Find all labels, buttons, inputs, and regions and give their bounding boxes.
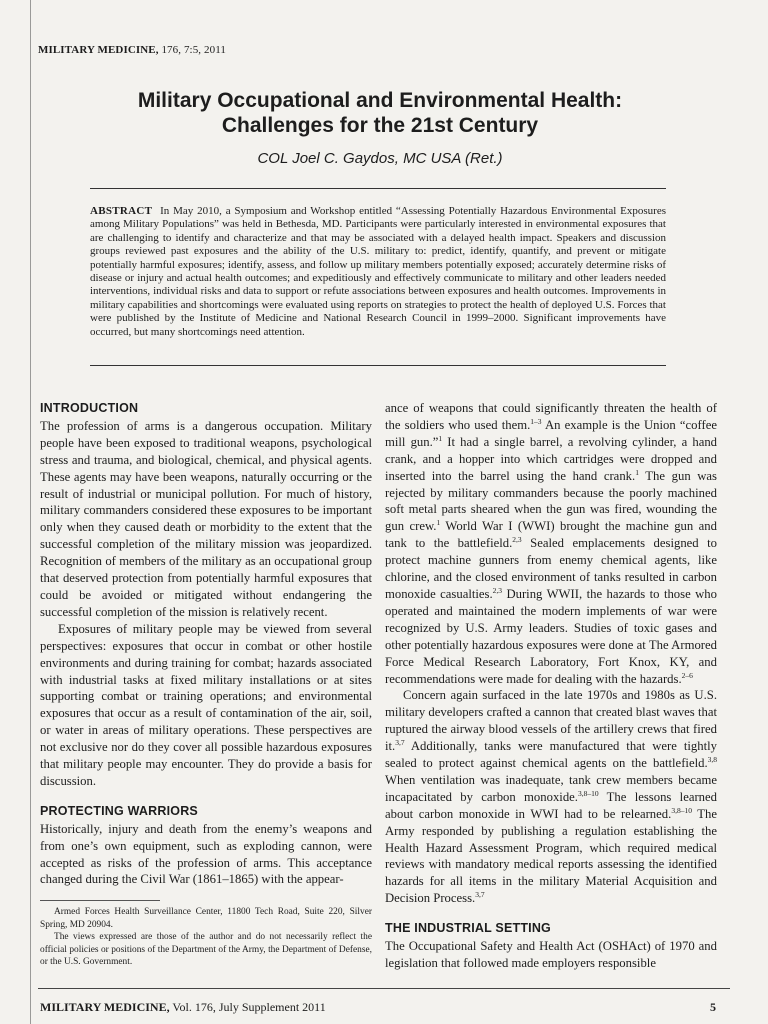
right-paragraph-2: Concern again surfaced in the late 1970s and 1980s as U.S. military developers crafted a cannon that created blast waves that ruptured the airway blood vessels of the artillery crews that fired it.$^{3,7}$ Additionally, tanks were manufactured that were tightly sealed to protect against chemical agents on the battlefield.$^{3,8}$ When ventilation was inadequate, tank crew members became incapacitated by carbon monoxide.$^{3,8-10}$ The lessons learned about carbon monoxide in WWI had to be relearned.$^{3,8-10}$ The Army responded by publishing a regulation establishing the Health Hazard Assessment Program, which required medical reviews with mandatory medical reports assessing the identified hazards for all items in the military Material Acquisition and Decision Process.$^{3,7}$ bbox=[385, 688, 717, 906]
footer-issue: Vol. 176, July Supplement 2011 bbox=[172, 1000, 326, 1014]
footnote-disclaimer: The views expressed are those of the author and do not necessarily reflect the official policies or positions of the Department of the Army, the Department of Defense, or the U.S. Government. bbox=[40, 932, 372, 968]
title-line-1: Military Occupational and Environmental Health: bbox=[137, 89, 623, 112]
footnote-affiliation: Armed Forces Health Surveillance Center, 11800 Tech Road, Suite 220, Silver Spring, MD 20904. bbox=[40, 907, 372, 930]
citation-ref: 2,3 bbox=[512, 535, 522, 545]
right-paragraph-1: ance of weapons that could significantly threaten the health of the soldiers who used them.$^{1-3}$ An example is the Union “coffee mill gun.”$^1$ It had a single barrel, a revolving cylinder, a hand crank, and a hopper into which cartridges were dropped and inserted into the barrel using the hand crank.$^1$ The gun was rejected by military commanders because the poorly machined soft metal parts sheared when the gun was fired, wounding the gun crew.$^1$ World War I (WWI) brought the machine gun and tank to the battlefield.$^{2,3}$ Sealed emplacements designed to protect machine gunners from enemy chemical agents, like chlorine, and the closed environment of tanks resulted in carbon monoxide casualties.$^{2,3}$ During WWII, the hazards to those who operated and maintained the modern implements of war were recognized by U.S. Army leaders. Studies of toxic gases and other potentially hazardous exposures were done at The Armored Force Medical Research Laboratory, Fort Knox, KY, and recommendations were made for dealing with the hazards.$^{2-6}$ bbox=[385, 401, 718, 686]
abstract bbox=[90, 205, 666, 339]
running-head bbox=[38, 44, 226, 56]
footer-rule bbox=[38, 988, 730, 989]
citation-ref: 3,7 bbox=[395, 738, 405, 748]
author-byline: COL Joel C. Gaydos, MC USA (Ret.) bbox=[257, 150, 503, 167]
citation-ref: 1 bbox=[635, 467, 639, 477]
footnotes bbox=[40, 906, 372, 969]
citation-ref: 1 bbox=[438, 433, 443, 443]
industrial-paragraph-1: The Occupational Safety and Health Act (OSHAct) of 1970 and legislation that followed made employers responsible bbox=[385, 939, 717, 970]
citation-ref: 2,3 bbox=[492, 585, 503, 595]
intro-paragraph-2: Exposures of military people may be viewed from several perspectives: exposures that occur in combat or other hostile environments and during training for combat; hazards associated with industrial tasks at fixed military installations or at sites supporting combat or training operations; and environmental exposures that occur as a result of contamination of the air, soil, or water in areas of military operations. These perspectives are not exclusive nor do they cover all possible hazardous exposures that military people may encounter. They do provide a basis for discussion. bbox=[40, 621, 372, 788]
citation-ref: 2–6 bbox=[681, 670, 693, 680]
citation-ref: 3,8–10 bbox=[671, 805, 692, 815]
citation-ref: 1–3 bbox=[530, 416, 542, 426]
abstract-label: ABSTRACT bbox=[90, 205, 153, 217]
citation-ref: 3,8–10 bbox=[577, 788, 599, 798]
running-head-journal: MILITARY MEDICINE, bbox=[38, 44, 159, 56]
footnote-rule bbox=[40, 900, 160, 901]
footer-journal: MILITARY MEDICINE, bbox=[40, 1000, 170, 1014]
abstract-top-rule bbox=[90, 188, 666, 189]
title-line-2: Challenges for the 21st Century bbox=[221, 114, 539, 137]
intro-paragraph-1: The profession of arms is a dangerous occupation. Military people have been exposed to traditional weapons, psychological stress and trauma, and biological, chemical, and physical agents. These agents may have been weapons, naturally occurring or the result of industrial or municipal pollution. For much of history, military commanders considered these exposures to be important only when they caused death or morbidity to the extent that the successful completion of the military mission was jeopardized. Recognition of members of the military as an occupational group that deserved protection from potentially harmful exposures that could be avoided or mitigated without endangering the successful completion of the mission is relatively recent. bbox=[40, 418, 372, 619]
section-heading-industrial-setting: THE INDUSTRIAL SETTING bbox=[385, 921, 551, 936]
right-column bbox=[385, 400, 717, 972]
page-footer bbox=[40, 1000, 326, 1015]
article-title bbox=[40, 88, 720, 138]
protecting-paragraph-1: Historically, injury and death from the enemy’s weapons and from one’s own equipment, such as exploding cannon, were accepted as risks of the profession of arms. This acceptance changed during the Civil War (1861–1865) with the appear- bbox=[40, 821, 372, 887]
running-head-citation: 176, 7:5, 2011 bbox=[161, 44, 227, 56]
abstract-bottom-rule bbox=[90, 365, 666, 366]
section-heading-introduction: INTRODUCTION bbox=[40, 401, 139, 415]
abstract-text: In May 2010, a Symposium and Workshop entitled “Assessing Potentially Hazardous Environmental Exposures among Military Populations” was held in Bethesda, MD. Participants were particularly interested in environmental exposures that are challenging to identify and characterize and that may be associated with a delayed health impact. Speakers and discussion groups reviewed past exposures and the ability of the U.S. military to: predict, identify, quantify, and prevent or mitigate potentially harmful exposures; identify, assess, and follow up military members potentially exposed; accurately determine risks of disease or injury and actual health outcomes; and expeditiously and effectively communicate to military and other leaders needed interventions, individual risks and data to support or refute associations between exposures and health outcomes. Improvements in military capabilities and shortcomings were evaluated using reports on strategies to protect the health of deployed U.S. Forces that were published by the Institute of Medicine and National Research Council in 1999–2000. Significant improvements have occurred, but many shortcomings need attention. bbox=[90, 205, 666, 338]
section-heading-protecting-warriors: PROTECTING WARRIORS bbox=[40, 803, 198, 818]
citation-ref: 3,7 bbox=[475, 890, 485, 900]
page-number: 5 bbox=[710, 1000, 716, 1014]
citation-ref: 3,8 bbox=[707, 755, 717, 765]
left-column bbox=[40, 400, 372, 888]
page-edge bbox=[30, 0, 31, 1024]
citation-ref: 1 bbox=[436, 518, 441, 528]
